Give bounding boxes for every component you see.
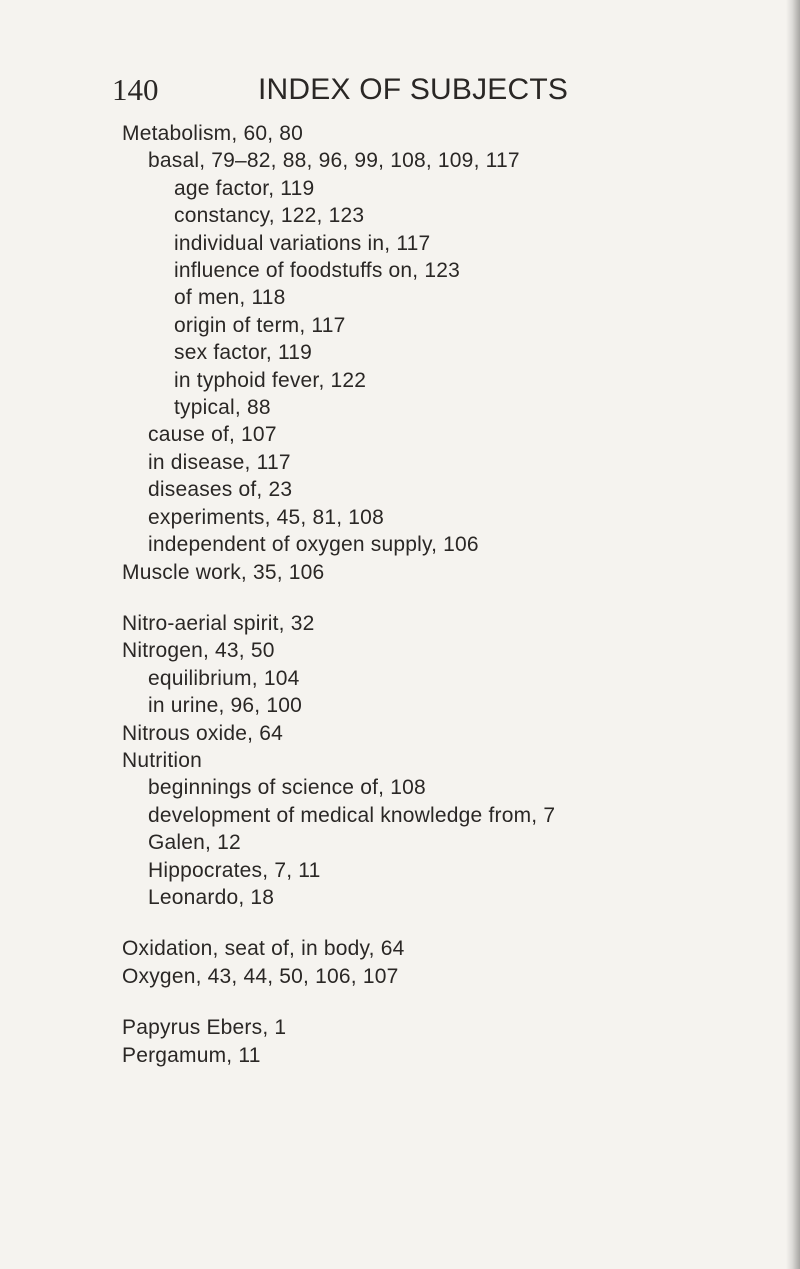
index-subsubentry: age factor, 119 (174, 176, 315, 200)
index-entry: Oxidation, seat of, in body, 64 (122, 937, 405, 961)
index-entry: Nutrition (122, 748, 202, 772)
running-head: INDEX OF SUBJECTS (258, 73, 569, 106)
index-subentry: beginnings of science of, 108 (148, 776, 426, 800)
index-subentry: cause of, 107 (148, 423, 277, 447)
index-subentry: experiments, 45, 81, 108 (148, 505, 384, 529)
index-subsubentry: origin of term, 117 (174, 313, 346, 337)
index-subsubentry: individual variations in, 117 (174, 231, 431, 255)
index-subsubentry: influence of foodstuffs on, 123 (174, 259, 461, 283)
index-subentry: in disease, 117 (148, 450, 291, 474)
index-entry: Nitrogen, 43, 50 (122, 639, 275, 663)
index-entry: Muscle work, 35, 106 (122, 560, 325, 584)
index-subentry: Galen, 12 (148, 831, 241, 855)
index-entry: Papyrus Ebers, 1 (122, 1016, 287, 1040)
index-subsubentry: typical, 88 (174, 396, 271, 420)
index-subentry: diseases of, 23 (148, 478, 293, 502)
index-entry: Pergamum, 11 (122, 1043, 261, 1067)
index-subsubentry: sex factor, 119 (174, 341, 313, 365)
index-subentry: in urine, 96, 100 (148, 694, 303, 718)
index-entry: Nitrous oxide, 64 (122, 721, 283, 745)
index-entry: Nitro-aerial spirit, 32 (122, 611, 315, 635)
page-header (112, 72, 592, 112)
index-subentry: development of medical knowledge from, 7 (148, 803, 556, 827)
page-number: 140 (112, 72, 159, 107)
index-entry: Metabolism, 60, 80 (122, 122, 304, 145)
index-entries (122, 120, 762, 1069)
index-subentry: Leonardo, 18 (148, 885, 275, 909)
index-subentry: equilibrium, 104 (148, 666, 300, 690)
index-subentry: independent of oxygen supply, 106 (148, 533, 479, 557)
index-subentry: Hippocrates, 7, 11 (148, 858, 321, 882)
index-subsubentry: in typhoid fever, 122 (174, 368, 367, 392)
page-edge-shadow (786, 0, 800, 1269)
index-entry: Oxygen, 43, 44, 50, 106, 107 (122, 964, 399, 988)
index-subentry: basal, 79–82, 88, 96, 99, 108, 109, 117 (148, 149, 520, 173)
index-subsubentry: of men, 118 (174, 286, 286, 310)
index-subsubentry: constancy, 122, 123 (174, 204, 365, 228)
